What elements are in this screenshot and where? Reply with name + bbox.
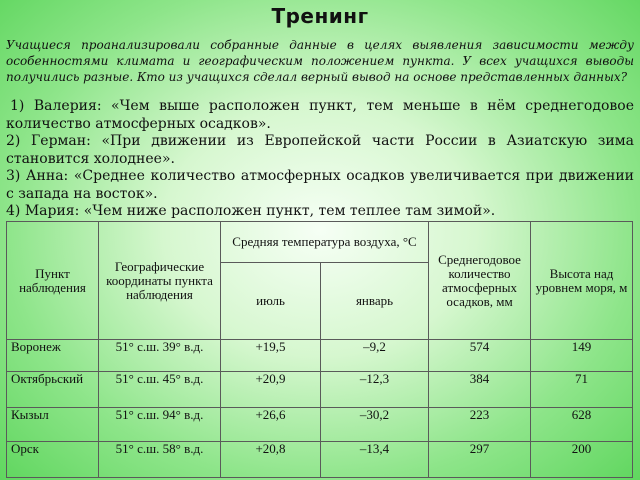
header-january: январь [321, 263, 429, 340]
cell-january: –12,3 [321, 372, 429, 408]
statement-valeria: 1) Валерия: «Чем выше расположен пункт, тем меньше в нём среднегодовое количество атмосферных осадков». [6, 98, 634, 132]
cell-altitude: 200 [531, 442, 633, 478]
statements-list [6, 98, 634, 221]
cell-point: Воронеж [7, 340, 99, 372]
table-row [7, 372, 633, 408]
header-temperature: Средняя температура воздуха, °С [221, 222, 429, 263]
cell-july: +19,5 [221, 340, 321, 372]
table-row [7, 408, 633, 442]
cell-precip: 223 [429, 408, 531, 442]
cell-coords: 51° с.ш. 45° в.д. [99, 372, 221, 408]
cell-altitude: 628 [531, 408, 633, 442]
table-row [7, 442, 633, 478]
cell-july: +20,8 [221, 442, 321, 478]
cell-coords: 51° с.ш. 58° в.д. [99, 442, 221, 478]
cell-altitude: 71 [531, 372, 633, 408]
observation-table [6, 221, 633, 478]
cell-precip: 384 [429, 372, 531, 408]
cell-july: +26,6 [221, 408, 321, 442]
cell-july: +20,9 [221, 372, 321, 408]
statement-maria: 4) Мария: «Чем ниже расположен пункт, тем теплее там зимой». [6, 203, 496, 219]
header-point: Пункт наблюдения [7, 222, 99, 340]
cell-coords: 51° с.ш. 39° в.д. [99, 340, 221, 372]
cell-january: –9,2 [321, 340, 429, 372]
statement-anna: 3) Анна: «Среднее количество атмосферных осадков увеличивается при движении с запада на восток». [6, 168, 634, 202]
cell-point: Октябрьский [7, 372, 99, 408]
cell-january: –13,4 [321, 442, 429, 478]
task-intro: Учащиеся проанализировали собранные данные в целях выявления зависимости между особенностями климата и географическим положением пункта. У всех учащихся выводы получились разные. Кто из учащихся сделал верный вывод на основе представленных данных? [6, 38, 634, 84]
header-precipitation: Среднегодовое количество атмосферных осадков, мм [429, 222, 531, 340]
cell-point: Кызыл [7, 408, 99, 442]
cell-point: Орск [7, 442, 99, 478]
cell-precip: 574 [429, 340, 531, 372]
cell-coords: 51° с.ш. 94° в.д. [99, 408, 221, 442]
cell-altitude: 149 [531, 340, 633, 372]
table-row [7, 340, 633, 372]
cell-january: –30,2 [321, 408, 429, 442]
header-coords: Географические координаты пункта наблюдения [99, 222, 221, 340]
page-title: Тренинг [271, 4, 369, 28]
header-july: июль [221, 263, 321, 340]
cell-precip: 297 [429, 442, 531, 478]
statement-german: 2) Герман: «При движении из Европейской части России в Азиатскую зима становится холоднее». [6, 133, 634, 167]
header-altitude: Высота над уровнем моря, м [531, 222, 633, 340]
